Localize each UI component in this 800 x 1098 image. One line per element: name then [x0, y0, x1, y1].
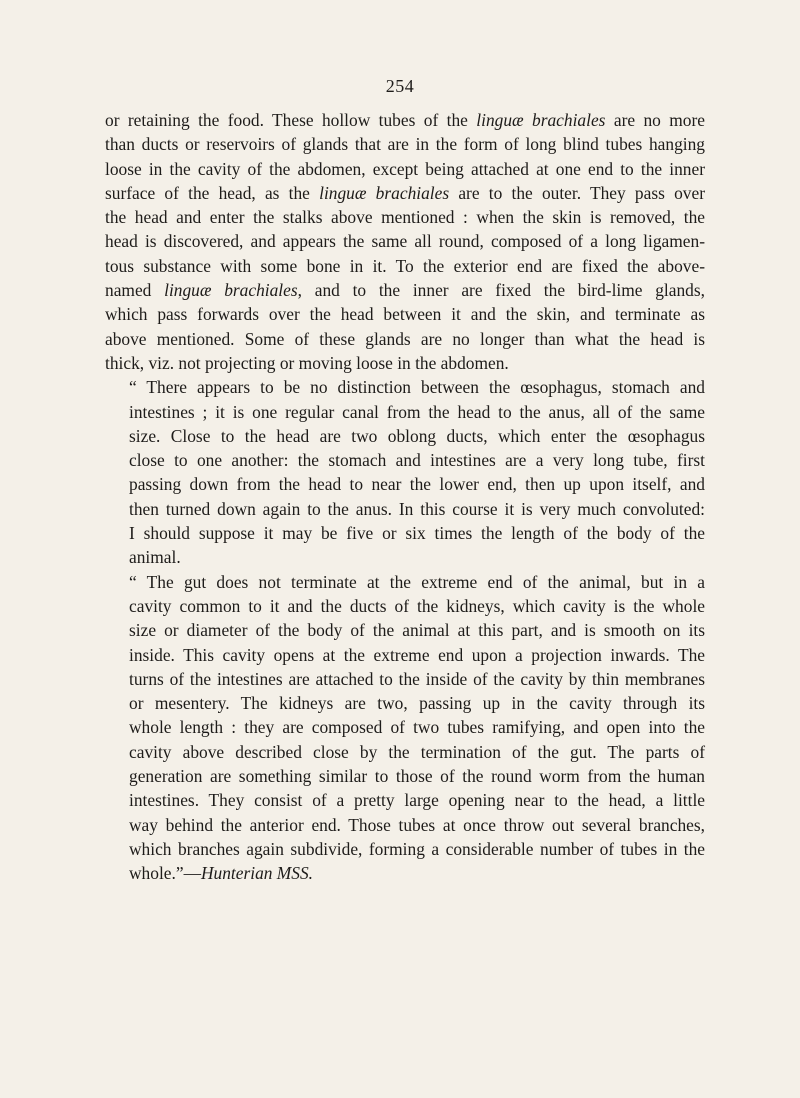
text-run: inside. This cavity opens at the extreme end upon a projection inwards. The — [129, 644, 705, 665]
text-line — [105, 788, 705, 812]
text-line — [105, 521, 705, 545]
text-line — [105, 302, 705, 326]
text-line — [105, 375, 705, 399]
text-line — [105, 448, 705, 472]
text-run: whole length : they are composed of two tubes ramifying, and open into the — [129, 717, 705, 738]
text-line — [105, 497, 705, 521]
text-line — [105, 351, 705, 375]
text-line — [105, 813, 705, 837]
text-run: which branches again subdivide, forming a considerable number of tubes in the — [129, 838, 705, 859]
text-run: which pass forwards over the head between it and the skin, and terminate as — [105, 304, 705, 325]
text-run: “ The gut does not terminate at the extreme end of the animal, but in a — [129, 571, 705, 592]
text-run: animal. — [129, 547, 181, 568]
text-run: whole.”— — [129, 863, 201, 884]
text-run: named — [105, 280, 165, 301]
page-number: 254 — [385, 76, 415, 96]
text-line — [105, 205, 705, 229]
paragraph — [105, 108, 705, 375]
text-line — [105, 643, 705, 667]
text-line — [105, 181, 705, 205]
text-run: , and to the inner are fixed the bird-lime glands, — [297, 280, 705, 301]
text-run: cavity common to it and the ducts of the kidneys, which cavity is the whole — [129, 595, 705, 616]
paragraph — [105, 375, 705, 569]
paragraph — [105, 570, 705, 886]
text-run: than ducts or reservoirs of glands that are in the form of long blind tubes hanging — [105, 134, 705, 155]
text-line — [105, 861, 705, 885]
text-line — [105, 278, 705, 302]
text-run: size. Close to the head are two oblong ducts, which enter the œsophagus — [129, 425, 705, 446]
italic-term: Hunterian MSS. — [200, 863, 314, 884]
text-line — [105, 667, 705, 691]
text-run: I should suppose it may be five or six times the length of the body of the — [129, 523, 705, 544]
text-run: close to one another: the stomach and intestines are a very long tube, first — [129, 450, 705, 471]
text-line — [105, 108, 705, 132]
text-run: cavity above described close by the termination of the gut. The parts of — [129, 741, 705, 762]
text-run: loose in the cavity of the abdomen, except being attached at one end to the inner — [105, 158, 705, 179]
text-run: intestines. They consist of a pretty large opening near to the head, a little — [129, 790, 705, 811]
text-run: intestines ; it is one regular canal from the head to the anus, all of the same — [129, 401, 705, 422]
text-line — [105, 764, 705, 788]
text-run: or mesentery. The kidneys are two, passing up in the cavity through its — [129, 693, 705, 714]
text-line — [105, 691, 705, 715]
text-line — [105, 618, 705, 642]
text-line — [105, 740, 705, 764]
text-run: head is discovered, and appears the same all round, composed of a long ligamen- — [105, 231, 705, 252]
text-run: then turned down again to the anus. In this course it is very much convoluted: — [129, 498, 705, 519]
text-run: “ There appears to be no distinction between the œsophagus, stomach and — [129, 377, 705, 398]
body-text — [105, 108, 705, 886]
text-run: turns of the intestines are attached to the inside of the cavity by thin membranes — [129, 668, 705, 689]
text-line — [105, 157, 705, 181]
text-line — [105, 472, 705, 496]
text-run: surface of the head, as the — [105, 182, 320, 203]
italic-term: linguæ brachiales — [164, 280, 298, 301]
text-line — [105, 594, 705, 618]
text-run: tous substance with some bone in it. To the exterior end are fixed the above- — [105, 255, 705, 276]
text-run: generation are something similar to those of the round worm from the human — [129, 766, 705, 787]
text-run: the head and enter the stalks above mentioned : when the skin is removed, the — [105, 207, 705, 228]
text-run: size or diameter of the body of the animal at this part, and is smooth on its — [129, 620, 705, 641]
text-line — [105, 229, 705, 253]
italic-term: linguæ brachiales — [476, 110, 606, 130]
text-line — [105, 327, 705, 351]
text-line — [105, 254, 705, 278]
text-run: passing down from the head to near the lower end, then up upon itself, and — [129, 474, 705, 495]
text-line — [105, 837, 705, 861]
text-run: way behind the anterior end. Those tubes at once throw out several branches, — [129, 814, 705, 835]
text-line — [105, 570, 705, 594]
text-run: are no more — [605, 110, 705, 130]
italic-term: linguæ brachiales — [319, 182, 450, 203]
text-line — [105, 715, 705, 739]
text-run: thick, viz. not projecting or moving loose in the abdomen. — [105, 352, 509, 373]
text-run: above mentioned. Some of these glands are no longer than what the head is — [105, 328, 705, 349]
text-line — [105, 545, 705, 569]
text-run: are to the outer. They pass over — [449, 182, 705, 203]
text-line — [105, 132, 705, 156]
text-line — [105, 400, 705, 424]
text-run: or retaining the food. These hollow tubes of the — [105, 110, 477, 130]
text-line — [105, 424, 705, 448]
